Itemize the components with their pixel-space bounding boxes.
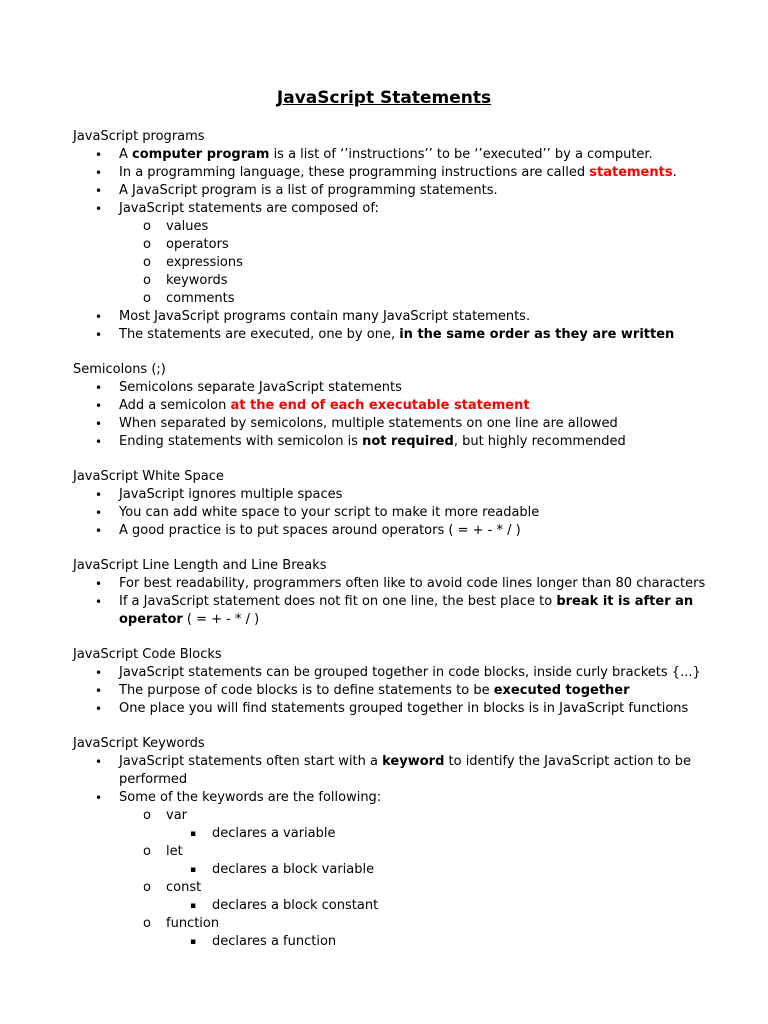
section	[73, 468, 713, 540]
section	[73, 735, 713, 951]
square-marker: ▪	[190, 829, 197, 839]
sub-list-item	[73, 290, 713, 308]
section	[73, 361, 713, 451]
bold-text: in the same order as they are written	[399, 327, 675, 342]
bullet-marker: •	[95, 524, 103, 538]
section-heading: JavaScript White Space	[73, 469, 224, 484]
item-text: Add a semicolon	[119, 398, 231, 413]
list-item	[73, 486, 713, 504]
bold-text: computer program	[132, 147, 270, 162]
sub-item-text: values	[166, 219, 209, 234]
item-text: JavaScript ignores multiple spaces	[119, 487, 343, 502]
circle-marker: o	[143, 255, 151, 270]
bullet-marker: •	[95, 702, 103, 716]
section	[73, 128, 713, 344]
sub-item-text: expressions	[166, 255, 243, 270]
bullet-marker: •	[95, 666, 103, 680]
keyword-item	[73, 807, 713, 825]
document-body	[73, 128, 713, 968]
bullet-marker: •	[95, 488, 103, 502]
list-item	[73, 415, 713, 433]
keyword-name: var	[166, 808, 188, 823]
item-text: JavaScript statements can be grouped together in code blocks, inside curly brackets {...}	[119, 665, 701, 680]
keyword-description	[73, 825, 713, 843]
circle-marker: o	[143, 291, 151, 306]
list-item	[73, 164, 713, 182]
keyword-description	[73, 897, 713, 915]
section-heading: JavaScript Keywords	[73, 736, 205, 751]
keyword-desc-text: declares a function	[212, 934, 337, 949]
keyword-name: function	[166, 916, 220, 931]
item-text: , but highly recommended	[453, 434, 626, 449]
keyword-name: const	[166, 880, 202, 895]
bullet-marker: •	[95, 755, 103, 769]
bold-text: not required	[362, 434, 454, 449]
list-item	[73, 182, 713, 200]
circle-marker: o	[143, 916, 151, 931]
list-item	[73, 397, 713, 415]
bullet-marker: •	[95, 791, 103, 805]
bullet-marker: •	[95, 166, 103, 180]
item-text: JavaScript statements often start with a	[119, 754, 383, 769]
list-item	[73, 200, 713, 218]
item-text: Semicolons separate JavaScript statements	[119, 380, 402, 395]
square-marker: ▪	[190, 901, 197, 911]
bullet-marker: •	[95, 184, 103, 198]
bullet-marker: •	[95, 684, 103, 698]
list-item	[73, 522, 713, 540]
bullet-marker: •	[95, 202, 103, 216]
item-text: The statements are executed, one by one,	[119, 327, 400, 342]
item-text: Ending statements with semicolon is	[119, 434, 363, 449]
section	[73, 646, 713, 718]
item-text: Most JavaScript programs contain many JavaScript statements.	[119, 309, 531, 324]
section-heading: JavaScript programs	[73, 129, 205, 144]
bold-text: break it is after an operator	[119, 594, 694, 627]
square-marker: ▪	[190, 937, 197, 947]
item-text: Some of the keywords are the following:	[119, 790, 382, 805]
list-item	[73, 504, 713, 522]
item-text: A JavaScript program is a list of programming statements.	[119, 183, 498, 198]
circle-marker: o	[143, 844, 151, 859]
bold-text: keyword	[382, 754, 445, 769]
item-text: You can add white space to your script to make it more readable	[119, 505, 540, 520]
bullet-marker: •	[95, 310, 103, 324]
bullet-list	[73, 486, 713, 540]
list-item	[73, 326, 713, 344]
document-title: JavaScript Statements	[276, 88, 492, 108]
keyword-description	[73, 933, 713, 951]
keyword-desc-text: declares a block constant	[212, 898, 379, 913]
keyword-item	[73, 879, 713, 897]
list-item	[73, 753, 713, 789]
sub-list-item	[73, 254, 713, 272]
sub-list-item	[73, 218, 713, 236]
list-item	[73, 308, 713, 326]
keyword-desc-text: declares a variable	[212, 826, 336, 841]
section	[73, 557, 713, 629]
sub-item-text: operators	[166, 237, 229, 252]
bullet-list	[73, 664, 713, 718]
bullet-marker: •	[95, 148, 103, 162]
list-item	[73, 664, 713, 682]
bullet-list	[73, 379, 713, 451]
item-text: When separated by semicolons, multiple statements on one line are allowed	[119, 416, 618, 431]
list-item	[73, 682, 713, 700]
list-item	[73, 593, 713, 629]
bullet-marker: •	[95, 506, 103, 520]
keyword-description	[73, 861, 713, 879]
list-item	[73, 433, 713, 451]
item-text: to identify the JavaScript action to be performed	[119, 754, 692, 787]
sub-item-text: keywords	[166, 273, 228, 288]
item-text: A good practice is to put spaces around operators ( = + - * / )	[119, 523, 521, 538]
item-text: If a JavaScript statement does not fit on one line, the best place to	[119, 594, 557, 609]
item-text: ( = + - * / )	[182, 612, 260, 627]
keyword-item	[73, 915, 713, 933]
bullet-list	[73, 575, 713, 629]
item-text: One place you will find statements grouped together in blocks is in JavaScript functions	[119, 701, 689, 716]
bullet-marker: •	[95, 577, 103, 591]
keyword-name: let	[166, 844, 183, 859]
section-heading: JavaScript Code Blocks	[73, 647, 222, 662]
item-text: .	[672, 165, 677, 180]
section-heading: Semicolons (;)	[73, 362, 166, 377]
section-heading: JavaScript Line Length and Line Breaks	[73, 558, 327, 573]
highlight-text: statements	[589, 165, 673, 180]
list-item	[73, 700, 713, 718]
bullet-marker: •	[95, 435, 103, 449]
list-item	[73, 146, 713, 164]
item-text: is a list of ‘’instructions’’ to be ‘’executed’’ by a computer.	[269, 147, 653, 162]
bullet-marker: •	[95, 381, 103, 395]
bullet-marker: •	[95, 417, 103, 431]
circle-marker: o	[143, 273, 151, 288]
item-text: A	[119, 147, 133, 162]
sub-list-item	[73, 272, 713, 290]
list-item	[73, 379, 713, 397]
highlight-text: at the end of each executable statement	[230, 398, 530, 413]
circle-marker: o	[143, 219, 151, 234]
keyword-item	[73, 843, 713, 861]
sub-list-item	[73, 236, 713, 254]
bullet-marker: •	[95, 399, 103, 413]
item-text: JavaScript statements are composed of:	[119, 201, 379, 216]
circle-marker: o	[143, 880, 151, 895]
circle-marker: o	[143, 808, 151, 823]
list-item	[73, 789, 713, 807]
bullet-marker: •	[95, 595, 103, 609]
keyword-desc-text: declares a block variable	[212, 862, 375, 877]
bullet-marker: •	[95, 328, 103, 342]
square-marker: ▪	[190, 865, 197, 875]
circle-marker: o	[143, 237, 151, 252]
bullet-list	[73, 146, 713, 344]
bullet-list	[73, 753, 713, 951]
item-text: In a programming language, these programming instructions are called	[119, 165, 590, 180]
bold-text: executed together	[493, 683, 630, 698]
item-text: The purpose of code blocks is to define statements to be	[119, 683, 494, 698]
list-item	[73, 575, 713, 593]
sub-item-text: comments	[166, 291, 235, 306]
item-text: For best readability, programmers often like to avoid code lines longer than 80 characters	[119, 576, 706, 591]
